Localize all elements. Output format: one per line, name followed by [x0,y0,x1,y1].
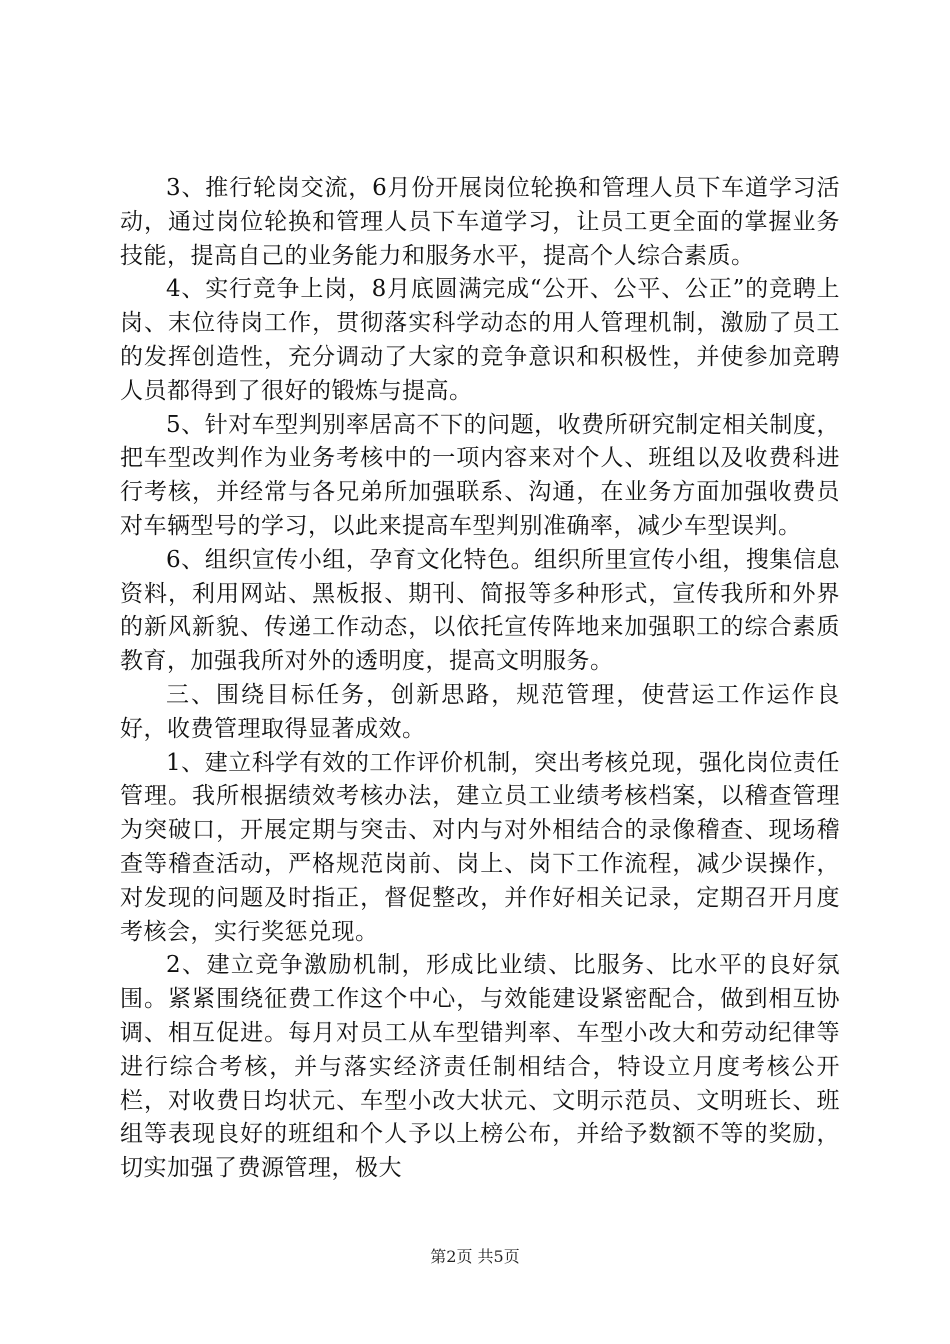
page-number-footer: 第2页 共5页 [430,1247,520,1266]
paragraph-item-4: 4、实行竞争上岗，8月底圆满完成“公开、公平、公正”的竞聘上岗、末位待岗工作，贯彻落实科学动态的用人管理机制，激励了员工的发挥创造性，充分调动了大家的竞争意识和积极性，并使参加竞聘人员都得到了很好的锻炼与提高。 [120,276,840,404]
document-body [120,172,840,1186]
paragraph-item-6: 6、组织宣传小组，孕育文化特色。组织所里宣传小组，搜集信息资料，利用网站、黑板报、期刊、简报等多种形式，宣传我所和外界的新风新貌、传递工作动态，以依托宣传阵地来加强职工的综合素质教育，加强我所对外的透明度，提高文明服务。 [120,546,840,675]
section-heading-three: 三、围绕目标任务，创新思路，规范管理，使营运工作运作良好，收费管理取得显著成效。 [120,681,840,742]
paragraph-item-2: 2、建立竞争激励机制，形成比业绩、比服务、比水平的良好氛围。紧紧围绕征费工作这个中心，与效能建设紧密配合，做到相互协调、相互促进。每月对员工从车型错判率、车型小改大和劳动纪律等进行综合考核，并与落实经济责任制相结合，特设立月度考核公开栏，对收费日均状元、车型小改大状元、文明示范员、文明班长、班组等表现良好的班组和个人予以上榜公布，并给予数额不等的奖励，切实加强了费源管理，极大 [120,952,840,1182]
paragraph-item-5: 5、针对车型判别率居高不下的问题，收费所研究制定相关制度，把车型改判作为业务考核中的一项内容来对个人、班组以及收费科进行考核，并经常与各兄弟所加强联系、沟通，在业务方面加强收费员对车辆型号的学习，以此来提高车型判别准确率，减少车型误判。 [120,411,840,539]
paragraph-item-1: 1、建立科学有效的工作评价机制，突出考核兑现，强化岗位责任管理。我所根据绩效考核办法，建立员工业绩考核档案，以稽查管理为突破口，开展定期与突击、对内与对外相结合的录像稽查、现场稽查等稽查活动，严格规范岗前、岗上、岗下工作流程，减少误操作，对发现的问题及时指正，督促整改，并作好相关记录，定期召开月度考核会，实行奖惩兑现。 [120,749,840,945]
paragraph-item-3: 3、推行轮岗交流，6月份开展岗位轮换和管理人员下车道学习活动，通过岗位轮换和管理人员下车道学习，让员工更全面的掌握业务技能，提高自己的业务能力和服务水平，提高个人综合素质。 [120,175,840,269]
